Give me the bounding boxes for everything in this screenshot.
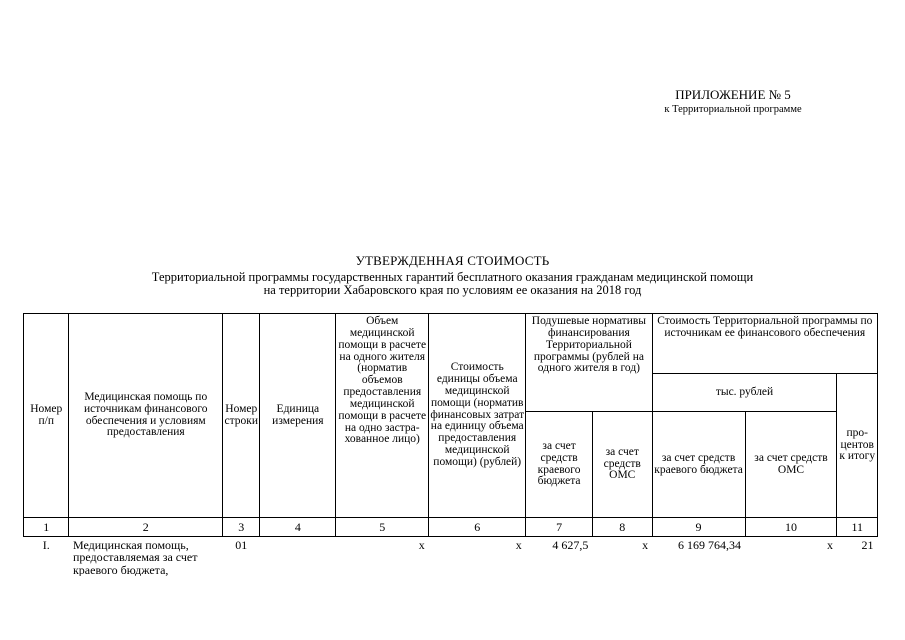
header-thousand-rub: тыс. рублей <box>652 374 837 412</box>
header-percent: процентов к итогу <box>837 374 878 518</box>
header-number: Номер п/п <box>24 314 69 518</box>
column-number: 5 <box>336 518 429 537</box>
column-number: 11 <box>837 518 878 537</box>
column-number: 9 <box>652 518 745 537</box>
column-number: 3 <box>223 518 260 537</box>
cost-table <box>23 313 878 576</box>
row-line: 01 <box>235 538 248 552</box>
header-per-capita-budget: за счет средств краевого бюджета <box>526 412 593 518</box>
row-per-capita-budget: 4 627,5 <box>552 538 589 552</box>
column-number: 8 <box>592 518 652 537</box>
header-unit: Единица измерения <box>260 314 336 518</box>
row-number: I. <box>42 538 50 552</box>
row-unit <box>260 537 336 577</box>
column-number: 10 <box>745 518 837 537</box>
document-subtitle <box>60 271 845 297</box>
column-number: 2 <box>69 518 223 537</box>
appendix-header <box>623 88 843 116</box>
header-medical-care: Медицинская помощь по источникам финансового обеспечения и условиям предоставления <box>69 314 223 518</box>
row-unit-cost: х <box>515 538 522 552</box>
header-per-capita-oms: за счет средств ОМС <box>592 412 652 518</box>
appendix-subtitle: к Территориальной программе <box>664 104 802 116</box>
row-name: Медицинская помощь, предоставляемая за счет краевого бюджета, <box>72 538 198 577</box>
header-unit-cost: Стоимость единицы объема медицинской помощи (норматив финансовых затрат на единицу объема предоставления медицинской помощи) (рублей) <box>429 314 526 518</box>
row-percent: 21 <box>861 538 874 552</box>
header-line-number: Номер строки <box>223 314 260 518</box>
header-volume: Объем медицинской помощи в расчете на одного жителя (норматив объемов предоставления медицинской помощи в расчете на одно застрахованное лицо) <box>336 314 429 518</box>
table-row <box>24 537 878 577</box>
row-per-capita-oms: х <box>642 538 649 552</box>
header-cost-budget: за счет средств краевого бюджета <box>652 412 745 518</box>
column-number: 4 <box>260 518 336 537</box>
column-number: 6 <box>429 518 526 537</box>
row-cost-budget: 6 169 764,34 <box>678 538 742 552</box>
row-cost-oms: х <box>826 538 833 552</box>
column-number: 1 <box>24 518 69 537</box>
subtitle-line-1: Территориальной программы государственных гарантий бесплатного оказания гражданам медицинской помощи <box>151 270 754 284</box>
subtitle-line-2: на территории Хабаровского края по условиям ее оказания на 2018 год <box>263 283 642 298</box>
appendix-number: ПРИЛОЖЕНИЕ № 5 <box>675 87 791 102</box>
header-per-capita-group: Подушевые нормативы финансирования Территориальной программы (рублей на одного жителя в год) <box>526 314 652 412</box>
document-title: УТВЕРЖДЕННАЯ СТОИМОСТЬ <box>355 253 550 268</box>
column-number: 7 <box>526 518 593 537</box>
header-cost-group: Стоимость Территориальной программы по источникам ее финансового обеспечения <box>652 314 877 374</box>
header-cost-oms: за счет средств ОМС <box>745 412 837 518</box>
row-volume: х <box>418 538 425 552</box>
